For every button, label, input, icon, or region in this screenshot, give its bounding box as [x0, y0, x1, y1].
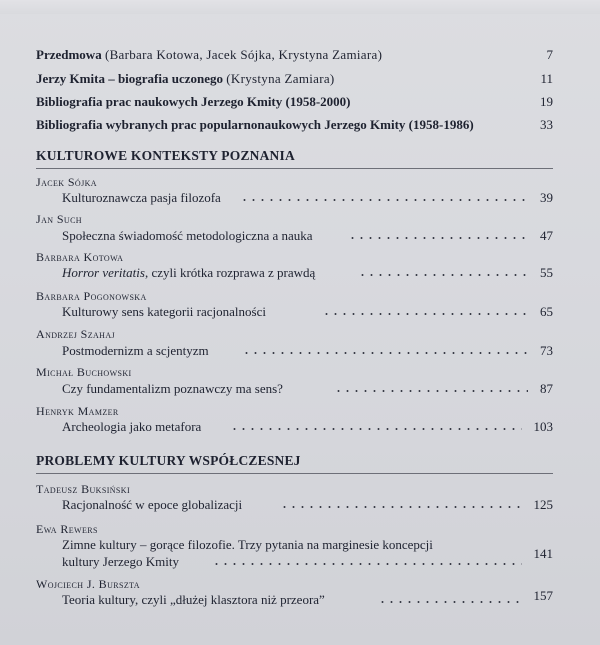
- leader-dots: [212, 563, 522, 565]
- leader-dots: [322, 313, 528, 315]
- page-number: 11: [540, 71, 553, 86]
- entry-title: Kulturowy sens kategorii racjonalności: [62, 304, 266, 319]
- entry-author: Wojciech J. Burszta: [36, 577, 140, 591]
- entry-author: Ewa Rewers: [36, 522, 98, 536]
- page-number: 65: [540, 304, 553, 319]
- entry-author: Tadeusz Buksiński: [36, 482, 131, 496]
- entry-title: [62, 265, 315, 281]
- entry-title: Bibliografia wybranych prac popularnonaukowych Jerzego Kmity (1958-1986): [36, 117, 474, 132]
- entry-author: Barbara Pogonowska: [36, 289, 147, 303]
- entry-title-rest: , czyli krótka rozprawa z prawdą: [144, 265, 316, 280]
- entry-title: Postmodernizm a scjentyzm: [62, 343, 209, 358]
- leader-dots: [358, 274, 528, 276]
- entry-title: Przedmowa: [36, 47, 102, 62]
- entry-author: Andrzej Szahaj: [36, 327, 116, 341]
- leader-dots: [240, 199, 530, 201]
- toc-entry-biography: [0, 71, 600, 89]
- leader-dots: [230, 428, 522, 430]
- page-number: 103: [533, 419, 553, 434]
- entry-title: Racjonalność w epoce globalizacji: [62, 497, 243, 512]
- leader-dots: [334, 390, 528, 392]
- entry-title-line2: kultury Jerzego Kmity: [62, 554, 179, 569]
- entry-title: Bibliografia prac naukowych Jerzego Kmity (1958-2000): [36, 94, 351, 109]
- leader-dots: [348, 237, 528, 239]
- page-number: 33: [540, 117, 553, 132]
- entry-authors: (Barbara Kotowa, Jacek Sójka, Krystyna Zamiara): [104, 47, 383, 62]
- page-number: 7: [546, 47, 553, 62]
- entry-author: Jan Such: [36, 212, 82, 226]
- entry-title: Czy fundamentalizm poznawczy ma sens?: [62, 381, 283, 396]
- section-rule: [36, 168, 553, 169]
- section-rule: [36, 473, 553, 474]
- entry-title: Zimne kultury – gorące filozofie. Trzy pytania na marginesie koncepcji: [62, 537, 433, 552]
- toc-entry-preface: [0, 47, 600, 65]
- entry-author: Michał Buchowski: [36, 365, 132, 379]
- section-heading: KULTUROWE KONTEKSTY POZNANIA: [36, 148, 295, 163]
- entry-title: Społeczna świadomość metodologiczna a nauka: [62, 228, 313, 243]
- entry-title: Teoria kultury, czyli „dłużej klasztora niż przeora”: [62, 592, 325, 607]
- page-number: 39: [540, 190, 553, 205]
- page-number: 47: [540, 228, 553, 243]
- page-number: 55: [540, 265, 553, 280]
- leader-dots: [280, 506, 522, 508]
- page-number: 125: [533, 497, 553, 512]
- entry-author: Jacek Sójka: [36, 175, 97, 189]
- entry-title: Archeologia jako metafora: [62, 419, 202, 434]
- entry-title-italic: Horror veritatis: [62, 265, 145, 280]
- entry-author: Barbara Kotowa: [36, 250, 124, 264]
- page-number: 157: [533, 588, 553, 603]
- leader-dots: [378, 601, 522, 603]
- page-number: 87: [540, 381, 553, 396]
- page-top-edge: [0, 0, 600, 14]
- toc-entry-bibliography-popular: [0, 117, 600, 135]
- entry-title: Kulturoznawcza pasja filozofa: [62, 190, 221, 205]
- toc-entry-bibliography-scientific: [0, 94, 600, 112]
- entry-author: Henryk Mamzer: [36, 404, 119, 418]
- section-heading: PROBLEMY KULTURY WSPÓŁCZESNEJ: [36, 453, 301, 468]
- entry-authors: (Krystyna Zamiara): [226, 71, 335, 86]
- entry-title: Jerzy Kmita – biografia uczonego: [36, 71, 224, 86]
- page-number: 141: [533, 546, 553, 561]
- leader-dots: [242, 352, 528, 354]
- page-number: 19: [540, 94, 553, 109]
- page-number: 73: [540, 343, 553, 358]
